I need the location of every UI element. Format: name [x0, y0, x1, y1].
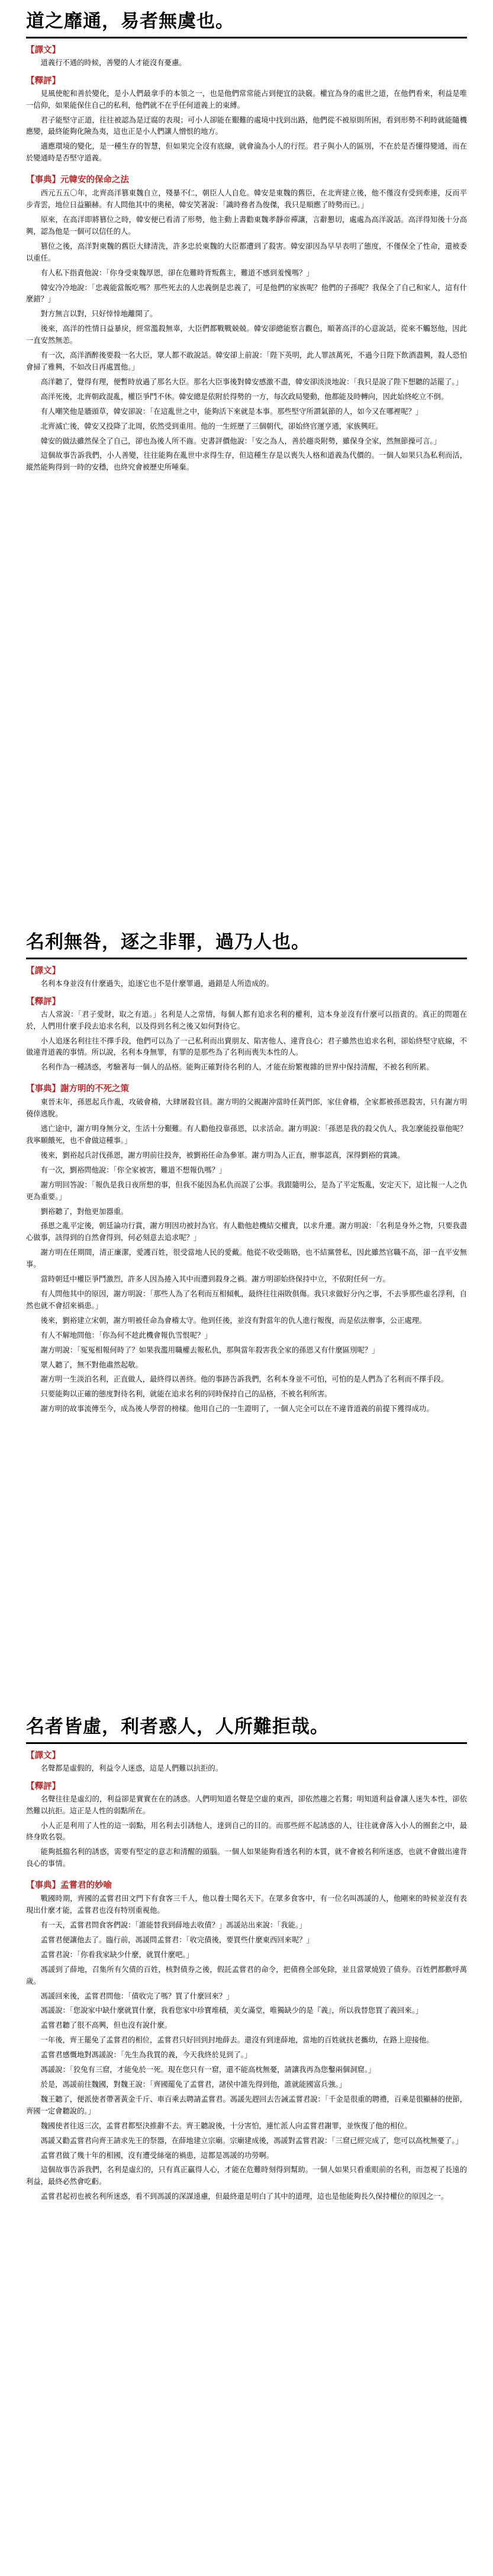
- commentary-paragraph: 小人追逐名利往往不擇手段，他們可以為了一己私利而出賣朋友、陷害他人、違背良心；君子雖然也追求名利，卻始終堅守底線，不做違背道義的事情。所以說，名利本身無罪，有罪的是那些為了名利而喪失本性的人。: [26, 1036, 467, 1057]
- translation-label: 【譯文】: [26, 965, 60, 976]
- commentary-paragraph: 適應環境的變化，是一種生存的智慧，但如果完全沒有底線，就會淪為小人的行徑。君子與小人的區別，不在於是否懂得變通，而在於變通時是否堅守道義。: [26, 142, 467, 163]
- story-paragraph: 後來，劉裕建立宋朝，謝方明被任命為會稽太守。他到任後，並沒有對當年的仇人進行報復，而是依法辦事，公正處理。: [40, 1316, 427, 1325]
- commentary-paragraph: 古人常說：「君子愛財，取之有道。」名利是人之常情，每個人都有追求名利的權利，這本身並沒有什麼可以指責的。真正的問題在於，人們用什麼手段去追求名利，以及得到名利之後又如何對待它。: [26, 1010, 467, 1030]
- translation-text: 道義行不通的時候，善變的人才能沒有憂慮。: [40, 58, 186, 67]
- story-paragraph: 馮諼說：「您說家中缺什麼就買什麼，我看您家中珍寶堆積，美女滿堂，唯獨缺少的是『義』，所以我替您買了義回來。」: [40, 2006, 423, 2015]
- story-paragraph: 西元五五〇年，北齊高洋篡東魏自立，殘暴不仁，朝臣人人自危。韓安是東魏的舊臣，在北齊建立後，他不僅沒有受到牽連，反而平步青雲，地位日益顯赫。有人問他其中的奧秘，韓安笑著說：「識時務者為俊傑，我只是順應了時勢而已。」: [26, 189, 467, 210]
- commentary-label: 【釋評】: [26, 996, 60, 1007]
- translation-label: 【譯文】: [26, 1750, 60, 1761]
- commentary-paragraph: 君子能堅守正道，往往被認為是迂腐的表現；可小人卻能在艱難的處境中找到出路，他們從不被原則所困，看到形勢不利時就能隨機應變，最終能夠化險為夷，這也正是小人們讓人憎恨的地方。: [26, 115, 467, 136]
- translation-label: 【譯文】: [26, 44, 60, 55]
- commentary-label: 【釋評】: [26, 1781, 60, 1791]
- story-paragraph: 謝方明說：「冤冤相報何時了？如果我濫用職權去報私仇，那與當年殺害我全家的孫恩又有什麼區別呢？」: [40, 1345, 379, 1354]
- story-paragraph: 只要能夠以正確的態度對待名利，就能在追求名利的同時保持自己的品格，不被名利所害。: [40, 1390, 332, 1399]
- story-paragraph: 有一天，孟嘗君問食客們說：「誰能替我到薛地去收債？」馮諼站出來說：「我能。」: [40, 1921, 307, 1929]
- story-paragraph: 劉裕聽了，對他更加器重。: [40, 1207, 128, 1216]
- section-2: [26, 921, 467, 1418]
- story-paragraph: 孟嘗君便讓他去了。臨行前，馮諼問孟嘗君：「收完債後，要買些什麼東西回來呢？」: [40, 1935, 314, 1944]
- section-title: 名者皆虛，利者惑人，人所難拒哉。: [26, 1705, 467, 1744]
- story-paragraph: 一年後，齊王罷免了孟嘗君的相位，孟嘗君只好回到封地薛去。還沒有到達薛地，當地的百姓就扶老攜幼，在路上迎接他。: [40, 2036, 434, 2045]
- section-title: 道之靡通，易者無虞也。: [26, 0, 467, 38]
- story-paragraph: 謝方明一生淡泊名利，正直做人，最終得以善終。他的事跡告訴我們，名利本身並不可怕，可怕的是人們為了名利而不擇手段。: [40, 1375, 449, 1384]
- story-label: 【事典】謝方明的不死之策: [26, 1084, 129, 1094]
- story-paragraph: 這個故事告訴我們，名利是虛幻的，只有真正贏得人心，才能在危難時刻得到幫助。一個人如果只看重眼前的名利，而忽視了長遠的利益，最終必然會吃虧。: [26, 2166, 467, 2186]
- section-1: [26, 0, 467, 477]
- story-paragraph: 馮諼回來後，孟嘗君問他：「債收完了嗎？買了什麼回來？」: [40, 1992, 234, 2000]
- story-paragraph: 謝方明回答說：「報仇是我日夜所想的事，但我不能因為私仇而誤了公事。我跟隨明公，是為了平定叛亂，安定天下，這比報一人之仇更為重要。」: [26, 1180, 467, 1201]
- translation-text: 名利本身並沒有什麼過失，追逐它也不是什麼罪過，過錯是人所造成的。: [40, 979, 274, 988]
- story-paragraph: 孟嘗君聽了很不高興，但也沒有說什麼。: [40, 2021, 172, 2030]
- story-paragraph: 當時朝廷中權臣爭鬥激烈，許多人因為捲入其中而遭到殺身之禍。謝方明卻始終保持中立，不依附任何一方。: [40, 1275, 390, 1284]
- story-paragraph: 馮諼又勸孟嘗君向齊王請求先王的祭器，在薛地建立宗廟。宗廟建成後，馮諼對孟嘗君說：「三窟已經完成了，您可以高枕無憂了。」: [40, 2136, 463, 2145]
- story-paragraph: 有一次，劉裕問他說：「你全家被害，難道不想報仇嗎？」: [40, 1165, 227, 1174]
- story-paragraph: 孟嘗君起初也被名利所迷惑，看不到馮諼的深謀遠慮，但最終還是明白了其中的道理，這也是他能夠長久保持權位的原因之一。: [40, 2192, 449, 2201]
- story-paragraph: 謝方明在任期間，清正廉潔，愛護百姓，很受當地人民的愛戴。他從不收受賄賂，也不結黨營私，因此雖然官職不高，卻一直平安無事。: [26, 1248, 467, 1269]
- story-paragraph: 高洋聽了，覺得有理，便暫時放過了那名大臣。那名大臣事後對韓安感激不盡，韓安卻淡淡地說：「我只是說了陛下想聽的話罷了。」: [40, 377, 463, 386]
- story-paragraph: 後來，高洋的性情日益暴戾，經常濫殺無辜，大臣們都戰戰兢兢。韓安卻總能察言觀色，順著高洋的心意說話，從來不觸怒他，因此一直安然無恙。: [26, 325, 467, 345]
- story-paragraph: 謝方明的故事流傳至今，成為後人學習的榜樣。他用自己的一生證明了，一個人完全可以在不違背道義的前提下獲得成功。: [40, 1405, 434, 1414]
- story-paragraph: 孟嘗君做了幾十年的相國，沒有遭受絲毫的禍患，這都是馮諼的功勞啊。: [40, 2151, 274, 2160]
- story-paragraph: 馮諼到了薛地，召集所有欠債的百姓，核對債券之後，假託孟嘗君的命令，把債務全部免除，並且當眾燒毀了債券。百姓們都歡呼萬歲。: [26, 1965, 467, 1986]
- commentary-paragraph: 名利作為一種誘惑，考驗著每一個人的品格。能夠正確對待名利的人，才能在紛繁複雜的世界中保持清醒，不被名利所累。: [40, 1063, 434, 1072]
- story-paragraph: 孟嘗君說：「你看我家缺少什麼，就買什麼吧。」: [40, 1950, 194, 1959]
- story-paragraph: 魏國使者往返三次，孟嘗君都堅決推辭不去。齊王聽說後，十分害怕，連忙派人向孟嘗君謝罪，並恢復了他的相位。: [40, 2121, 412, 2130]
- story-paragraph: 魏王聽了，便派使者帶著黃金千斤、車百乘去聘請孟嘗君。馮諼先趕回去告誡孟嘗君說：「千金是很重的聘禮，百乘是很顯赫的使節，齊國一定會聽說的。」: [26, 2095, 467, 2115]
- story-paragraph: 有人不解地問他：「你為何不趁此機會報仇雪恨呢？」: [40, 1331, 212, 1340]
- story-paragraph: 對方無言以對，只好悻悻地離開了。: [40, 310, 157, 319]
- story-paragraph: 有人私下指責他說：「你身受東魏厚恩，卻在危難時背叛舊主，難道不感到羞愧嗎？」: [40, 268, 314, 277]
- story-paragraph: 高洋死後，北齊朝政混亂，權臣爭鬥不休。韓安總是依附於得勢的一方，每次政局變動，他都能及時轉向，因此始終屹立不倒。: [40, 392, 449, 401]
- story-paragraph: 這個故事告訴我們，小人善變，往往能夠在亂世中求得生存，但這種生存是以喪失人格和道義為代價的。一個人如果只為私利而活，縱然能夠得到一時的安穩，也終究會被歷史所唾棄。: [26, 451, 467, 472]
- story-paragraph: 有人問他其中的原因，謝方明說：「那些人為了名利而互相傾軋，最終往往兩敗俱傷。我只求做好分內之事，不去爭那些虛名浮利，自然也就不會招來禍患。」: [26, 1289, 467, 1310]
- story-paragraph: 逃亡途中，謝方明身無分文，生活十分艱難。有人勸他投靠孫恩，以求活命。謝方明說：「孫恩是我的殺父仇人，我怎麼能投靠他呢？我寧願餓死，也不會做這種事。」: [26, 1125, 467, 1145]
- story-paragraph: 孫恩之亂平定後，朝廷論功行賞，謝方明因功被封為官。有人勸他趁機結交權貴，以求升遷。謝方明說：「名利是身外之物，只要我盡心做事，該得到的自然會得到，何必刻意去追求呢？」: [26, 1222, 467, 1242]
- story-paragraph: 東晉末年，孫恩起兵作亂，攻破會稽，大肆屠殺官員。謝方明的父親謝沖當時任黃門郎，家住會稽，全家都被孫恩殺害，只有謝方明僥倖逃脫。: [26, 1098, 467, 1119]
- commentary-label: 【釋評】: [26, 75, 60, 86]
- story-paragraph: 眾人聽了，無不對他肅然起敬。: [40, 1360, 143, 1369]
- commentary-paragraph: 見風使舵和善於變化，是小人們最拿手的本領之一，也是他們常常能占到便宜的訣竅。權宜為身的處世之道，在他們看來，利益是唯一信仰，如果能保住自己的私利，他們就不在乎任何道義上的束縛。: [26, 89, 467, 110]
- story-paragraph: 北齊滅亡後，韓安又投降了北周，依然受到重用。他的一生經歷了三個朝代，卻始終官運亨通，家族興旺。: [40, 422, 383, 431]
- commentary-paragraph: 能夠抵擋名利的誘惑，需要有堅定的意志和清醒的頭腦。一個人如果能夠看透名利的本質，就不會被名利所迷惑，也就不會做出違背良心的事情。: [26, 1848, 467, 1868]
- story-label: 【事典】孟嘗君的妙喻: [26, 1880, 112, 1891]
- story-paragraph: 孟嘗君感慨地對馮諼說：「先生為我買的義，今天我終於見到了。」: [40, 2051, 252, 2060]
- story-paragraph: 有一次，高洋酒醉後要殺一名大臣，眾人都不敢說話。韓安卻上前說：「陛下英明，此人罪該萬死，不過今日陛下飲酒盡興，殺人恐怕會掃了雅興，不如改日再處置他。」: [26, 351, 467, 371]
- commentary-paragraph: 小人正是利用了人性的這一弱點，用名利去引誘他人，達到自己的目的。而那些經不起誘惑的人，往往就會落入小人的圈套之中，最終身敗名裂。: [26, 1821, 467, 1842]
- story-paragraph: 戰國時期，齊國的孟嘗君田文門下有食客三千人，他以養士聞名天下。在眾多食客中，有一位名叫馮諼的人，他剛來的時候並沒有表現出什麼才能，孟嘗君也沒有特別重視他。: [26, 1894, 467, 1915]
- story-paragraph: 篡位之後，高洋對東魏的舊臣大肆清洗，許多忠於東魏的大臣都遭到了殺害。韓安卻因為早早表明了態度，不僅保全了性命，還被委以重任。: [26, 242, 467, 262]
- story-paragraph: 原來，在高洋即將篡位之時，韓安便已看清了形勢，他主動上書勸東魏孝靜帝禪讓，言辭懇切，處處為高洋說話。高洋得知後十分高興，認為他是一個可以信任的人。: [26, 216, 467, 236]
- section-title: 名利無咎，逐之非罪，過乃人也。: [26, 921, 467, 959]
- story-paragraph: 於是，馮諼前往魏國，對魏王說：「齊國罷免了孟嘗君，諸侯中誰先得到他，誰就能國富兵強。」: [40, 2080, 347, 2089]
- story-paragraph: 馮諼說：「狡兔有三窟，才能免於一死。現在您只有一窟，還不能高枕無憂，請讓我再為您鑿兩個洞窟。」: [40, 2066, 376, 2074]
- story-paragraph: 後來，劉裕起兵討伐孫恩，謝方明前往投奔，被劉裕任命為參軍。謝方明為人正直，辦事認真，深得劉裕的賞識。: [40, 1151, 405, 1159]
- commentary-paragraph: 名聲往往是虛幻的，利益卻是實實在在的誘惑。人們明知道名聲是空虛的東西，卻依然趨之若鶩；明知道利益會讓人迷失本性，卻依然難以抗拒。這正是人性的弱點所在。: [26, 1794, 467, 1815]
- story-paragraph: 有人嘲笑他是牆頭草，韓安卻說：「在這亂世之中，能夠活下來就是本事。那些堅守所謂氣節的人，如今又在哪裡呢？」: [40, 407, 423, 416]
- story-paragraph: 韓安的做法雖然保全了自己，卻也為後人所不齒。史書評價他說：「安之為人，善於趨炎附勢，雖保身全家，然無節操可言。」: [40, 436, 441, 445]
- story-paragraph: 韓安冷冷地說：「忠義能當飯吃嗎？那些死去的人忠義倒是忠義了，可是他們的家族呢？他們的子孫呢？我保全了自己和家人，這有什麼錯？」: [26, 283, 467, 304]
- section-3: [26, 1705, 467, 2206]
- story-label: 【事典】元韓安的保命之法: [26, 175, 129, 185]
- translation-text: 名聲都是虛假的，利益令人迷惑，這是人們難以抗拒的。: [40, 1764, 223, 1772]
